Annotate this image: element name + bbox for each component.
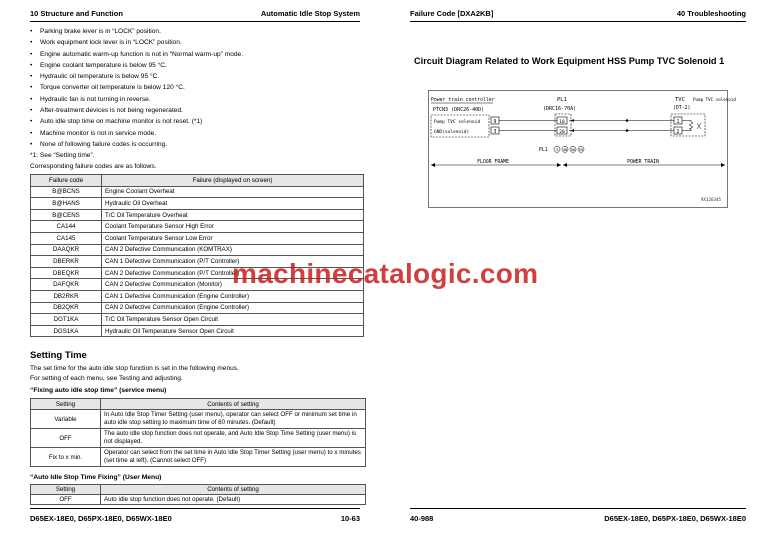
table-row bbox=[31, 448, 366, 467]
table-row bbox=[31, 244, 364, 256]
setting-value: Variable bbox=[31, 410, 101, 429]
column-header: Failure (displayed on screen) bbox=[102, 175, 364, 187]
right-footer-model: D65EX-18E0, D65PX-18E0, D65WX-18E0 bbox=[604, 514, 746, 523]
failure-code: B@HANS bbox=[31, 198, 102, 210]
setting-value: OFF bbox=[31, 429, 101, 448]
list-item: • Torque converter oil temperature is below 120 °C. bbox=[30, 82, 360, 93]
pin-number: 9 bbox=[493, 119, 497, 125]
failure-name: T/C Oil Temperature Overheat bbox=[102, 209, 364, 221]
right-header-failure-code: Failure Code [DXA2KB] bbox=[410, 9, 494, 18]
failure-code: DB2QKR bbox=[31, 302, 102, 314]
pin-label: GND(solenoid) bbox=[434, 130, 470, 135]
list-item: • After-treatment devices is not being regenerated. bbox=[30, 105, 360, 116]
failure-code: DGT1KA bbox=[31, 314, 102, 326]
column-header: Contents of setting bbox=[101, 399, 366, 410]
failure-name: CAN 1 Defective Communication (P/T Controller) bbox=[102, 256, 364, 268]
user-table-title: “Auto Idle Stop Time Fixing” (User Menu) bbox=[30, 474, 162, 481]
list-item: • Hydraulic oil temperature is below 95 °C. bbox=[30, 71, 360, 82]
left-footer-model: D65EX-18E0, D65PX-18E0, D65WX-18E0 bbox=[30, 514, 172, 523]
failure-code: DB2RKR bbox=[31, 290, 102, 302]
setting-contents: Auto idle stop function does not operate. (Default) bbox=[101, 495, 366, 505]
failure-code-intro: Corresponding failure codes are as follows. bbox=[30, 163, 157, 170]
tvc-label: Pump TVC solenoid bbox=[693, 97, 736, 102]
list-item: • Engine coolant temperature is below 95 °C. bbox=[30, 60, 360, 71]
diagram-title: Circuit Diagram Related to Work Equipment HSS Pump TVC Solenoid 1 bbox=[414, 56, 725, 66]
pin-number: 3 bbox=[493, 129, 497, 135]
tvc-name: TVC bbox=[675, 97, 685, 103]
failure-code: DAAQKR bbox=[31, 244, 102, 256]
failure-name: Hydraulic Oil Temperature Sensor Open Circuit bbox=[102, 325, 364, 337]
failure-code: CA144 bbox=[31, 221, 102, 233]
table-row bbox=[31, 232, 364, 244]
fixing-table bbox=[30, 398, 366, 467]
column-header: Setting bbox=[31, 399, 101, 410]
failure-name: Engine Coolant Overheat bbox=[102, 186, 364, 198]
setting-contents: The auto idle stop function does not operate, and Auto Idle Stop Time Setting (user menu) is not displayed. bbox=[101, 429, 366, 448]
left-header-chapter: 10 Structure and Function bbox=[30, 9, 123, 18]
failure-code: DAFQKR bbox=[31, 279, 102, 291]
table-header-row bbox=[31, 399, 366, 410]
column-header: Contents of setting bbox=[101, 485, 366, 495]
relay-connector-type: (DRC16-70A) bbox=[543, 106, 577, 112]
short-pin-number: 3 bbox=[555, 148, 559, 152]
arrow-icon bbox=[571, 129, 574, 132]
short-pin-number: 48 bbox=[562, 148, 568, 152]
left-page-number: 10-63 bbox=[340, 514, 360, 523]
table-row bbox=[31, 198, 364, 210]
watermark: machinecatalogic.com bbox=[232, 258, 539, 289]
circuit-diagram bbox=[428, 90, 736, 208]
failure-name: CAN 2 Defective Communication (P/T Controller) bbox=[102, 267, 364, 279]
solenoid-coil-icon bbox=[690, 122, 693, 129]
fixing-table-title: “Fixing auto idle stop time” (service menu) bbox=[30, 387, 167, 394]
condition-list bbox=[30, 26, 360, 150]
failure-code-table bbox=[30, 174, 364, 337]
setting-contents: Operator can select from the set time in Auto Idle Stop Timer Setting (user menu) to x minutes (set time at left). (Cannot select OFF) bbox=[101, 448, 366, 467]
footnote: *1: See “Setting time”. bbox=[30, 152, 95, 159]
table-row bbox=[31, 410, 366, 429]
table-row bbox=[31, 186, 364, 198]
controller-name: Power train controller bbox=[431, 98, 495, 103]
list-item: • Engine automatic warm-up function is not in “Normal warm-up” mode. bbox=[30, 49, 360, 60]
failure-code: CA145 bbox=[31, 232, 102, 244]
pin-number: 20 bbox=[559, 129, 565, 135]
failure-code: DBEQKR bbox=[31, 267, 102, 279]
setting-time-desc: The set time for the auto idle stop function is set in the following menus. bbox=[30, 365, 239, 372]
table-row bbox=[31, 429, 366, 448]
arrow-icon bbox=[571, 119, 574, 122]
list-item: • Machine monitor is not in service mode. bbox=[30, 128, 360, 139]
controller-connector: PTCN3 (DRC26-40D) bbox=[433, 107, 485, 113]
table-row bbox=[31, 495, 366, 505]
table-header-row bbox=[31, 175, 364, 187]
column-header: Failure code bbox=[31, 175, 102, 187]
wire-junction bbox=[626, 129, 629, 132]
list-item: • Parking brake lever is in “LOCK” position. bbox=[30, 26, 360, 37]
failure-name: CAN 1 Defective Communication (Engine Controller) bbox=[102, 290, 364, 302]
region-label-power-train: POWER TRAIN bbox=[627, 160, 659, 165]
failure-code: B@BCNS bbox=[31, 186, 102, 198]
failure-name: T/C Oil Temperature Sensor Open Circuit bbox=[102, 314, 364, 326]
right-footer-rule bbox=[410, 508, 746, 509]
table-row bbox=[31, 209, 364, 221]
user-menu-table bbox=[30, 484, 366, 505]
left-header-section: Automatic Idle Stop System bbox=[260, 9, 360, 18]
wire-junction bbox=[626, 119, 629, 122]
table-row bbox=[31, 302, 364, 314]
list-item: • Hydraulic fan is not turning in reverse. bbox=[30, 94, 360, 105]
table-row bbox=[31, 290, 364, 302]
short-pin-label: PL1 bbox=[539, 148, 548, 153]
table-row bbox=[31, 325, 364, 337]
setting-time-desc: For setting of each menu, see Testing and adjusting. bbox=[30, 375, 183, 382]
pin-number: 1 bbox=[676, 119, 680, 125]
region-label-floor-frame: FLOOR FRAME bbox=[477, 160, 509, 165]
failure-name: Coolant Temperature Sensor Low Error bbox=[102, 232, 364, 244]
list-item: • None of following failure codes is occurring. bbox=[30, 139, 360, 150]
setting-contents: In Auto Idle Stop Timer Setting (user menu), operator can select OFF or minimum set time in auto idle stop setting to maximum time of 60 minutes. (Default) bbox=[101, 410, 366, 429]
setting-value: Fix to x min. bbox=[31, 448, 101, 467]
right-page-number: 40-988 bbox=[410, 514, 434, 523]
right-header-chapter: 40 Troubleshooting bbox=[676, 9, 746, 18]
solenoid-valve-icon bbox=[697, 123, 701, 129]
table-row bbox=[31, 221, 364, 233]
circuit-diagram-svg bbox=[429, 91, 736, 207]
tvc-connector: (DT-2) bbox=[673, 106, 691, 111]
failure-code: DGS1KA bbox=[31, 325, 102, 337]
diagram-code: 9X326345 bbox=[700, 197, 721, 202]
short-pin-number: 56 bbox=[570, 148, 576, 152]
failure-name: CAN 2 Defective Communication (KOMTRAX) bbox=[102, 244, 364, 256]
table-row bbox=[31, 314, 364, 326]
setting-time-heading: Setting Time bbox=[30, 350, 87, 361]
column-header: Setting bbox=[31, 485, 101, 495]
failure-code: B@CENS bbox=[31, 209, 102, 221]
pin-number: 10 bbox=[559, 119, 565, 125]
failure-code: DBERKR bbox=[31, 256, 102, 268]
failure-name: Coolant Temperature Sensor High Error bbox=[102, 221, 364, 233]
pin-number: 2 bbox=[676, 129, 680, 135]
pin-label: Pump TVC solenoid bbox=[434, 120, 481, 125]
list-item: • Auto idle stop time on machine monitor is not reset. (*1) bbox=[30, 116, 360, 127]
failure-name: Hydraulic Oil Overheat bbox=[102, 198, 364, 210]
short-pin-number: 59 bbox=[578, 148, 584, 152]
table-header-row bbox=[31, 485, 366, 495]
failure-name: CAN 2 Defective Communication (Monitor) bbox=[102, 279, 364, 291]
left-header-rule bbox=[30, 21, 360, 22]
left-footer-rule bbox=[30, 508, 360, 509]
setting-value: OFF bbox=[31, 495, 101, 505]
relay-connector-name: PL1 bbox=[557, 97, 567, 103]
list-item: • Work equipment lock lever is in “LOCK” position. bbox=[30, 37, 360, 48]
failure-name: CAN 2 Defective Communication (Engine Controller) bbox=[102, 302, 364, 314]
right-header-rule bbox=[410, 21, 746, 22]
